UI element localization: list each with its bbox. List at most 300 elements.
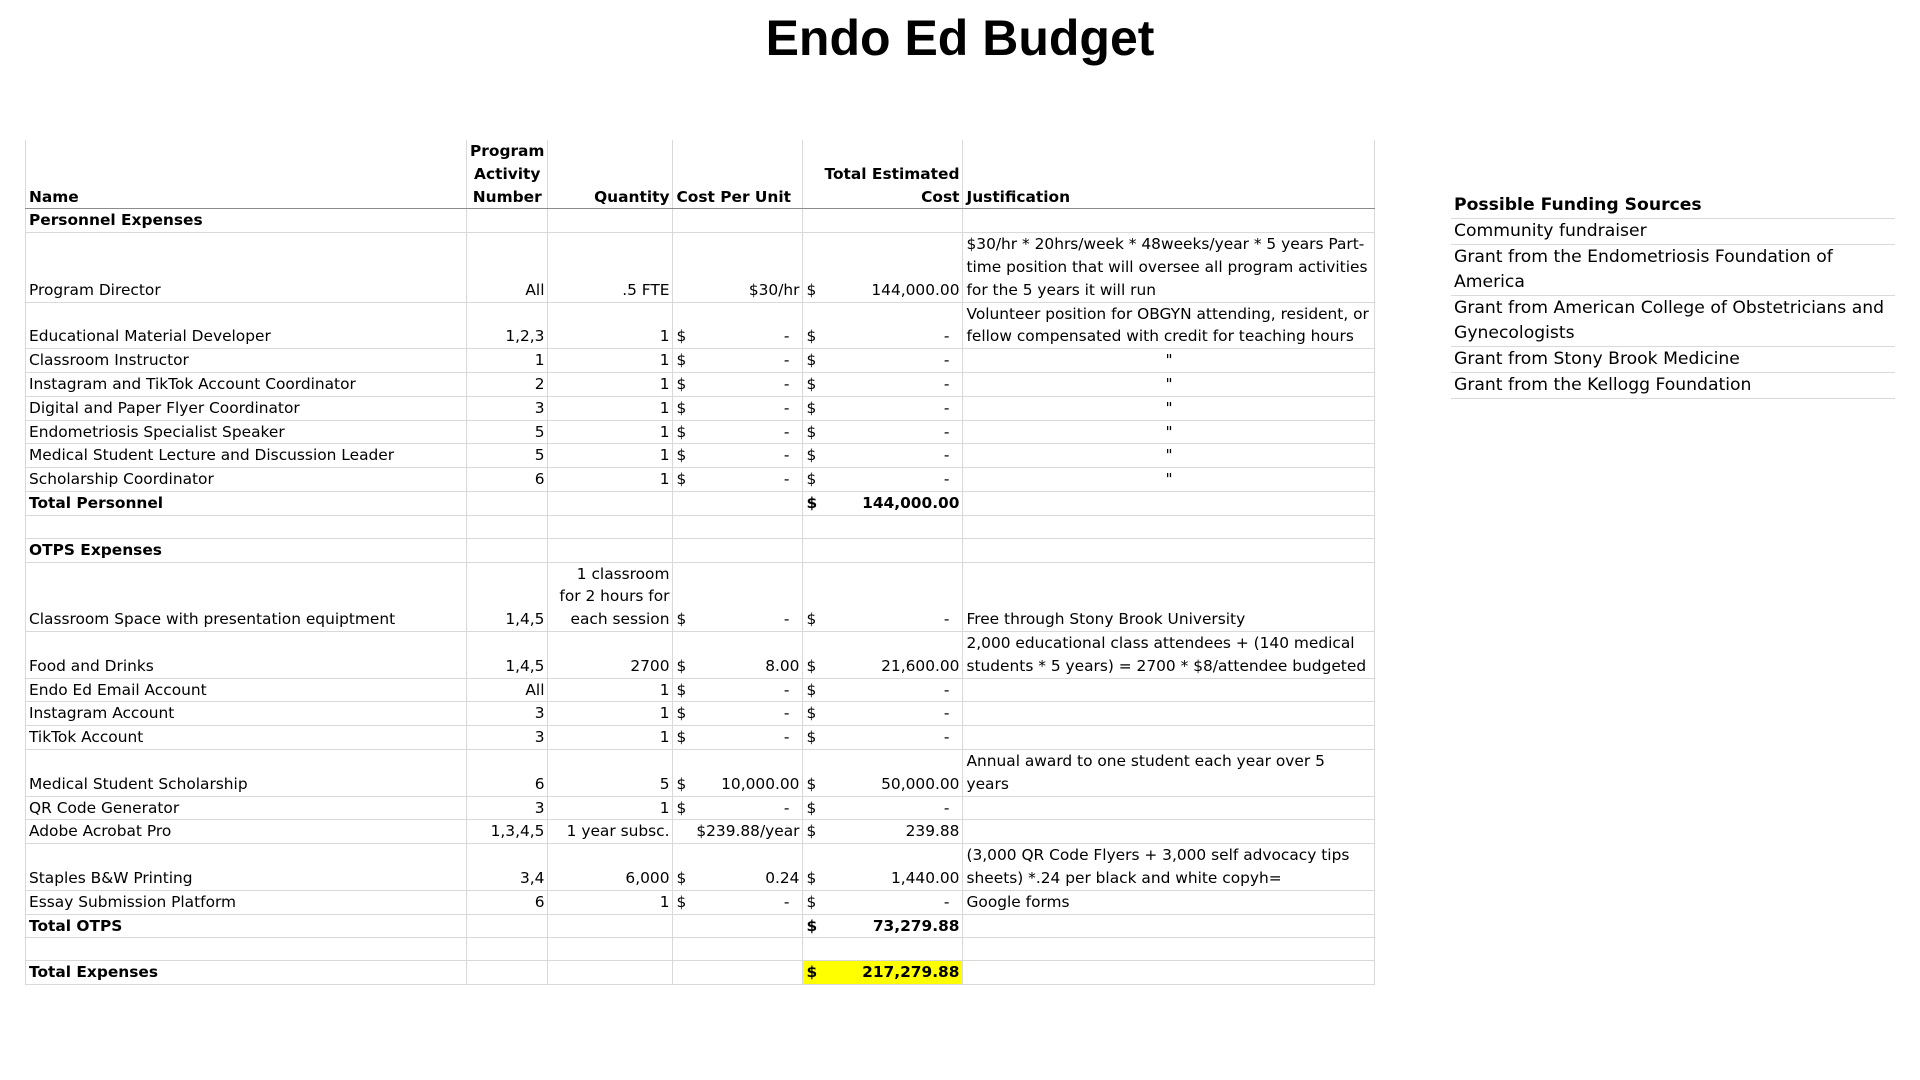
- row-cost-per-unit-symbol: $: [676, 374, 687, 393]
- row-cost-per-unit: [673, 820, 803, 844]
- table-row: [26, 396, 1375, 420]
- row-total-cost-value: 1,440.00: [890, 868, 960, 887]
- row-total-cost-wrap: [806, 773, 959, 796]
- row-total-cost: [803, 302, 963, 349]
- row-total-cost-wrap: [806, 702, 959, 725]
- total-personnel-row-amount-wrap: [806, 492, 959, 515]
- funding-sources-table: [1451, 193, 1895, 399]
- row-program-activity: 6: [467, 468, 548, 492]
- row-total-cost-value: -: [943, 728, 950, 747]
- row-justification: Annual award to one student each year over 5 years: [963, 749, 1375, 796]
- row-cost-per-unit-wrap: [676, 867, 799, 890]
- row-cost-per-unit: [673, 233, 803, 302]
- spacer-row-cell: [803, 515, 963, 538]
- spacer-row-cell: [26, 938, 467, 961]
- row-total-cost: [803, 702, 963, 726]
- row-cost-per-unit-wrap: [676, 655, 799, 678]
- funding-sources-body: [1451, 193, 1895, 399]
- row-justification: $30/hr * 20hrs/week * 48weeks/year * 5 years Part-time position that will oversee all program activities for the 5 years it will run: [963, 233, 1375, 302]
- row-total-cost-wrap: [806, 726, 959, 749]
- row-name: Adobe Acrobat Pro: [26, 820, 467, 844]
- row-program-activity: 6: [467, 890, 548, 914]
- row-total-cost-symbol: $: [806, 774, 817, 793]
- row-cost-per-unit-value: $30/hr: [748, 280, 800, 299]
- row-program-activity: 6: [467, 749, 548, 796]
- row-cost-per-unit-wrap: [676, 349, 799, 372]
- budget-table: [25, 140, 1375, 985]
- section-personnel-cell: [467, 209, 548, 233]
- row-cost-per-unit: [673, 396, 803, 420]
- row-total-cost-wrap: [806, 891, 959, 914]
- row-program-activity: 3: [467, 702, 548, 726]
- row-total-cost-value: -: [943, 704, 950, 723]
- total-personnel-row-cell: [673, 491, 803, 515]
- row-quantity: 1: [548, 796, 673, 820]
- row-cost-per-unit-value: -: [783, 728, 790, 747]
- section-otps-cell: [963, 538, 1375, 562]
- row-total-cost: [803, 468, 963, 492]
- row-cost-per-unit: [673, 562, 803, 631]
- row-total-cost-symbol: $: [806, 892, 817, 911]
- row-total-cost-value: 50,000.00: [881, 774, 960, 793]
- row-total-cost-symbol: $: [806, 422, 817, 441]
- row-program-activity: All: [467, 678, 548, 702]
- row-total-cost-wrap: [806, 679, 959, 702]
- row-justification: [963, 726, 1375, 750]
- row-total-cost-value: -: [943, 422, 950, 441]
- total-expenses-row-amount-symbol: $: [806, 963, 818, 982]
- table-row: [26, 468, 1375, 492]
- row-name: Essay Submission Platform: [26, 890, 467, 914]
- row-name: Program Director: [26, 233, 467, 302]
- row-total-cost-symbol: $: [806, 798, 817, 817]
- total-personnel-row-amount: [803, 491, 963, 515]
- section-personnel: [26, 209, 1375, 233]
- funding-source-item: Grant from the Endometriosis Foundation of America: [1451, 245, 1895, 296]
- total-otps-row-amount-value: 73,279.88: [872, 916, 960, 935]
- row-cost-per-unit-symbol: $: [676, 327, 687, 346]
- section-personnel-cell: [803, 209, 963, 233]
- total-expenses-row-amount-value: 217,279.88: [862, 963, 960, 982]
- row-total-cost: [803, 562, 963, 631]
- col-header-name: Name: [26, 140, 467, 209]
- total-expenses-row-cell: [548, 961, 673, 985]
- row-total-cost-wrap: [806, 867, 959, 890]
- table-row: [26, 890, 1375, 914]
- row-name: Educational Material Developer: [26, 302, 467, 349]
- row-program-activity: 1,4,5: [467, 562, 548, 631]
- section-personnel-cell: [548, 209, 673, 233]
- row-total-cost-symbol: $: [806, 656, 817, 675]
- row-total-cost-wrap: [806, 325, 959, 348]
- row-cost-per-unit-value: -: [783, 327, 790, 346]
- row-cost-per-unit-wrap: [676, 373, 799, 396]
- row-program-activity: 2: [467, 372, 548, 396]
- total-personnel-row-cell: [467, 491, 548, 515]
- row-justification: Free through Stony Brook University: [963, 562, 1375, 631]
- row-name: QR Code Generator: [26, 796, 467, 820]
- row-cost-per-unit-value: -: [783, 610, 790, 629]
- row-cost-per-unit-value: -: [783, 398, 790, 417]
- row-justification: Volunteer position for OBGYN attending, resident, or fellow compensated with credit for teaching hours: [963, 302, 1375, 349]
- row-cost-per-unit-value: -: [783, 798, 790, 817]
- row-quantity: 1: [548, 372, 673, 396]
- row-program-activity: 1,3,4,5: [467, 820, 548, 844]
- row-cost-per-unit-value: -: [783, 351, 790, 370]
- row-program-activity: 3: [467, 796, 548, 820]
- row-total-cost: [803, 890, 963, 914]
- spacer-row-cell: [803, 938, 963, 961]
- table-row: [26, 820, 1375, 844]
- col-header-program-activity: Program Activity Number: [467, 140, 548, 209]
- row-cost-per-unit-value: -: [783, 680, 790, 699]
- row-cost-per-unit: [673, 702, 803, 726]
- row-cost-per-unit-value: -: [783, 704, 790, 723]
- section-otps-label: OTPS Expenses: [26, 538, 467, 562]
- col-header-justification: Justification: [963, 140, 1375, 209]
- row-justification: [963, 678, 1375, 702]
- row-total-cost-symbol: $: [806, 446, 817, 465]
- row-program-activity: All: [467, 233, 548, 302]
- funding-source-item: Grant from American College of Obstetricians and Gynecologists: [1451, 296, 1895, 347]
- row-cost-per-unit: [673, 844, 803, 891]
- row-total-cost: [803, 726, 963, 750]
- row-quantity: 6,000: [548, 844, 673, 891]
- row-cost-per-unit-symbol: $: [676, 868, 687, 887]
- funding-header: Possible Funding Sources: [1451, 193, 1895, 219]
- total-otps-row-cell: [548, 914, 673, 938]
- row-cost-per-unit: [673, 749, 803, 796]
- row-total-cost-symbol: $: [806, 327, 817, 346]
- spacer-row-cell: [26, 515, 467, 538]
- row-cost-per-unit: [673, 726, 803, 750]
- row-cost-per-unit-value: $239.88/year: [696, 822, 800, 841]
- row-cost-per-unit-symbol: $: [676, 610, 687, 629]
- row-program-activity: 1,2,3: [467, 302, 548, 349]
- row-total-cost-value: -: [943, 374, 950, 393]
- row-cost-per-unit: [673, 302, 803, 349]
- row-justification: [963, 820, 1375, 844]
- spacer-row-cell: [673, 515, 803, 538]
- row-cost-per-unit-value: -: [783, 446, 790, 465]
- row-cost-per-unit-wrap: [676, 468, 799, 491]
- col-header-quantity: Quantity: [548, 140, 673, 209]
- row-total-cost-value: -: [943, 470, 950, 489]
- total-expenses-row-cell: [467, 961, 548, 985]
- row-program-activity: 3: [467, 396, 548, 420]
- total-expenses-row-amount: [803, 961, 963, 985]
- funding-row: [1451, 347, 1895, 373]
- row-total-cost-symbol: $: [806, 374, 817, 393]
- row-total-cost-value: -: [943, 446, 950, 465]
- row-cost-per-unit-symbol: $: [676, 728, 687, 747]
- row-quantity: 1: [548, 678, 673, 702]
- row-cost-per-unit-symbol: $: [676, 704, 687, 723]
- row-name: Instagram and TikTok Account Coordinator: [26, 372, 467, 396]
- section-otps: [26, 538, 1375, 562]
- spacer-row-cell: [963, 515, 1375, 538]
- row-total-cost: [803, 678, 963, 702]
- row-cost-per-unit: [673, 349, 803, 373]
- table-row: [26, 702, 1375, 726]
- row-total-cost-wrap: [806, 373, 959, 396]
- total-otps-row-label: Total OTPS: [26, 914, 467, 938]
- spacer-row-cell: [467, 515, 548, 538]
- total-personnel-row-amount-symbol: $: [806, 493, 818, 512]
- row-quantity: 1: [548, 349, 673, 373]
- row-cost-per-unit-symbol: $: [676, 798, 687, 817]
- row-total-cost: [803, 372, 963, 396]
- row-quantity: 2700: [548, 631, 673, 678]
- row-total-cost-wrap: [806, 820, 959, 843]
- row-total-cost-wrap: [806, 279, 959, 302]
- row-total-cost: [803, 349, 963, 373]
- row-quantity: 1: [548, 444, 673, 468]
- row-total-cost: [803, 631, 963, 678]
- row-justification: ": [963, 372, 1375, 396]
- row-total-cost: [803, 420, 963, 444]
- row-name: Classroom Instructor: [26, 349, 467, 373]
- total-otps-row-cell: [963, 914, 1375, 938]
- row-total-cost-symbol: $: [806, 351, 817, 370]
- row-quantity: 1 classroom for 2 hours for each session: [548, 562, 673, 631]
- section-otps-cell: [673, 538, 803, 562]
- row-program-activity: 3: [467, 726, 548, 750]
- row-cost-per-unit-symbol: $: [676, 680, 687, 699]
- page-title: Endo Ed Budget: [765, 10, 1155, 66]
- row-total-cost-symbol: $: [806, 610, 817, 629]
- row-cost-per-unit-value: 0.24: [765, 868, 800, 887]
- row-total-cost-symbol: $: [806, 398, 817, 417]
- row-quantity: 1: [548, 302, 673, 349]
- table-row: [26, 233, 1375, 302]
- col-header-cost-per-unit: Cost Per Unit: [673, 140, 803, 209]
- total-expenses-row-cell: [963, 961, 1375, 985]
- total-expenses-row-label: Total Expenses: [26, 961, 467, 985]
- row-cost-per-unit-symbol: $: [676, 422, 687, 441]
- row-cost-per-unit-wrap: [676, 444, 799, 467]
- row-cost-per-unit-symbol: $: [676, 892, 687, 911]
- row-quantity: 1: [548, 420, 673, 444]
- row-total-cost: [803, 820, 963, 844]
- spacer-row-cell: [673, 938, 803, 961]
- row-total-cost-value: 21,600.00: [881, 656, 960, 675]
- row-total-cost-wrap: [806, 421, 959, 444]
- row-total-cost-value: -: [943, 798, 950, 817]
- funding-header-row: [1451, 193, 1895, 219]
- total-personnel-row-amount-value: 144,000.00: [862, 493, 960, 512]
- row-justification: (3,000 QR Code Flyers + 3,000 self advocacy tips sheets) *.24 per black and white copyh=: [963, 844, 1375, 891]
- funding-row: [1451, 219, 1895, 245]
- row-total-cost-symbol: $: [806, 728, 817, 747]
- row-quantity: 1: [548, 702, 673, 726]
- row-total-cost-value: -: [943, 327, 950, 346]
- row-total-cost-symbol: $: [806, 822, 817, 841]
- row-program-activity: 1,4,5: [467, 631, 548, 678]
- total-personnel-row-cell: [548, 491, 673, 515]
- row-cost-per-unit-symbol: $: [676, 398, 687, 417]
- row-quantity: 1: [548, 396, 673, 420]
- row-cost-per-unit-value: -: [783, 422, 790, 441]
- funding-row: [1451, 296, 1895, 347]
- row-justification: ": [963, 420, 1375, 444]
- row-total-cost: [803, 396, 963, 420]
- row-justification: 2,000 educational class attendees + (140 medical students * 5 years) = 2700 * $8/attendee budgeted: [963, 631, 1375, 678]
- row-name: Digital and Paper Flyer Coordinator: [26, 396, 467, 420]
- row-name: Staples B&W Printing: [26, 844, 467, 891]
- row-cost-per-unit-value: -: [783, 374, 790, 393]
- row-cost-per-unit-symbol: $: [676, 774, 687, 793]
- row-cost-per-unit-value: 10,000.00: [721, 774, 800, 793]
- total-otps-row-cell: [467, 914, 548, 938]
- row-cost-per-unit-wrap: [676, 797, 799, 820]
- row-program-activity: 3,4: [467, 844, 548, 891]
- row-cost-per-unit: [673, 796, 803, 820]
- row-total-cost: [803, 233, 963, 302]
- row-total-cost-value: 239.88: [905, 822, 960, 841]
- row-program-activity: 5: [467, 444, 548, 468]
- spacer-row: [26, 938, 1375, 961]
- section-otps-cell: [467, 538, 548, 562]
- row-total-cost: [803, 444, 963, 468]
- row-name: TikTok Account: [26, 726, 467, 750]
- row-total-cost-wrap: [806, 468, 959, 491]
- row-total-cost-wrap: [806, 444, 959, 467]
- row-quantity: 1: [548, 468, 673, 492]
- row-cost-per-unit-wrap: [676, 773, 799, 796]
- table-row: [26, 372, 1375, 396]
- table-row: [26, 678, 1375, 702]
- row-cost-per-unit-symbol: $: [676, 351, 687, 370]
- row-quantity: 1: [548, 890, 673, 914]
- row-cost-per-unit-symbol: $: [676, 656, 687, 675]
- row-total-cost: [803, 844, 963, 891]
- row-cost-per-unit: [673, 444, 803, 468]
- section-otps-cell: [803, 538, 963, 562]
- spacer-row-cell: [548, 515, 673, 538]
- row-quantity: 5: [548, 749, 673, 796]
- row-justification: [963, 796, 1375, 820]
- row-total-cost-symbol: $: [806, 704, 817, 723]
- row-total-cost-wrap: [806, 608, 959, 631]
- row-cost-per-unit-wrap: [676, 279, 799, 302]
- row-justification: Google forms: [963, 890, 1375, 914]
- row-cost-per-unit-wrap: [676, 608, 799, 631]
- row-cost-per-unit-wrap: [676, 702, 799, 725]
- row-cost-per-unit-value: -: [783, 892, 790, 911]
- total-personnel-row: [26, 491, 1375, 515]
- section-personnel-cell: [673, 209, 803, 233]
- table-row: [26, 420, 1375, 444]
- table-row: [26, 631, 1375, 678]
- row-justification: ": [963, 349, 1375, 373]
- total-expenses-row: [26, 961, 1375, 985]
- row-total-cost-symbol: $: [806, 868, 817, 887]
- row-program-activity: 1: [467, 349, 548, 373]
- funding-source-item: Grant from Stony Brook Medicine: [1451, 347, 1895, 373]
- row-cost-per-unit: [673, 631, 803, 678]
- total-expenses-row-cell: [673, 961, 803, 985]
- row-cost-per-unit-wrap: [676, 891, 799, 914]
- row-total-cost-value: -: [943, 398, 950, 417]
- row-total-cost: [803, 749, 963, 796]
- row-cost-per-unit-wrap: [676, 820, 799, 843]
- row-quantity: .5 FTE: [548, 233, 673, 302]
- row-total-cost-value: 144,000.00: [871, 280, 960, 299]
- row-cost-per-unit-wrap: [676, 679, 799, 702]
- row-cost-per-unit: [673, 678, 803, 702]
- total-otps-row-cell: [673, 914, 803, 938]
- row-total-cost-symbol: $: [806, 280, 817, 299]
- funding-source-item: Community fundraiser: [1451, 219, 1895, 245]
- col-header-total-estimated-cost: Total Estimated Cost: [803, 140, 963, 209]
- table-row: [26, 749, 1375, 796]
- row-total-cost-symbol: $: [806, 680, 817, 699]
- row-total-cost-wrap: [806, 797, 959, 820]
- spacer-row: [26, 515, 1375, 538]
- funding-source-item: Grant from the Kellogg Foundation: [1451, 373, 1895, 399]
- table-row: [26, 349, 1375, 373]
- row-name: Classroom Space with presentation equiptment: [26, 562, 467, 631]
- funding-row: [1451, 373, 1895, 399]
- spacer-row-cell: [548, 938, 673, 961]
- row-name: Endometriosis Specialist Speaker: [26, 420, 467, 444]
- row-cost-per-unit: [673, 372, 803, 396]
- row-cost-per-unit: [673, 420, 803, 444]
- row-total-cost-wrap: [806, 655, 959, 678]
- row-cost-per-unit-value: -: [783, 470, 790, 489]
- row-total-cost: [803, 796, 963, 820]
- row-justification: ": [963, 444, 1375, 468]
- row-quantity: 1 year subsc.: [548, 820, 673, 844]
- row-name: Endo Ed Email Account: [26, 678, 467, 702]
- funding-row: [1451, 245, 1895, 296]
- table-row: [26, 562, 1375, 631]
- total-otps-row: [26, 914, 1375, 938]
- row-justification: ": [963, 396, 1375, 420]
- row-cost-per-unit-wrap: [676, 325, 799, 348]
- row-justification: ": [963, 468, 1375, 492]
- row-total-cost-value: -: [943, 351, 950, 370]
- total-otps-row-amount: [803, 914, 963, 938]
- row-cost-per-unit: [673, 890, 803, 914]
- row-name: Scholarship Coordinator: [26, 468, 467, 492]
- table-row: [26, 444, 1375, 468]
- row-cost-per-unit-value: 8.00: [765, 656, 800, 675]
- row-name: Food and Drinks: [26, 631, 467, 678]
- table-row: [26, 796, 1375, 820]
- spacer-row-cell: [963, 938, 1375, 961]
- row-cost-per-unit: [673, 468, 803, 492]
- row-cost-per-unit-symbol: $: [676, 446, 687, 465]
- total-personnel-row-cell: [963, 491, 1375, 515]
- row-total-cost-value: -: [943, 610, 950, 629]
- section-personnel-label: Personnel Expenses: [26, 209, 467, 233]
- row-name: Instagram Account: [26, 702, 467, 726]
- spacer-row-cell: [467, 938, 548, 961]
- row-cost-per-unit-symbol: $: [676, 470, 687, 489]
- table-row: [26, 726, 1375, 750]
- row-justification: [963, 702, 1375, 726]
- table-row: [26, 844, 1375, 891]
- section-otps-cell: [548, 538, 673, 562]
- total-expenses-row-amount-wrap: [806, 961, 959, 984]
- row-quantity: 1: [548, 726, 673, 750]
- row-cost-per-unit-wrap: [676, 421, 799, 444]
- row-cost-per-unit-wrap: [676, 397, 799, 420]
- row-total-cost-wrap: [806, 349, 959, 372]
- table-header-row: [26, 140, 1375, 209]
